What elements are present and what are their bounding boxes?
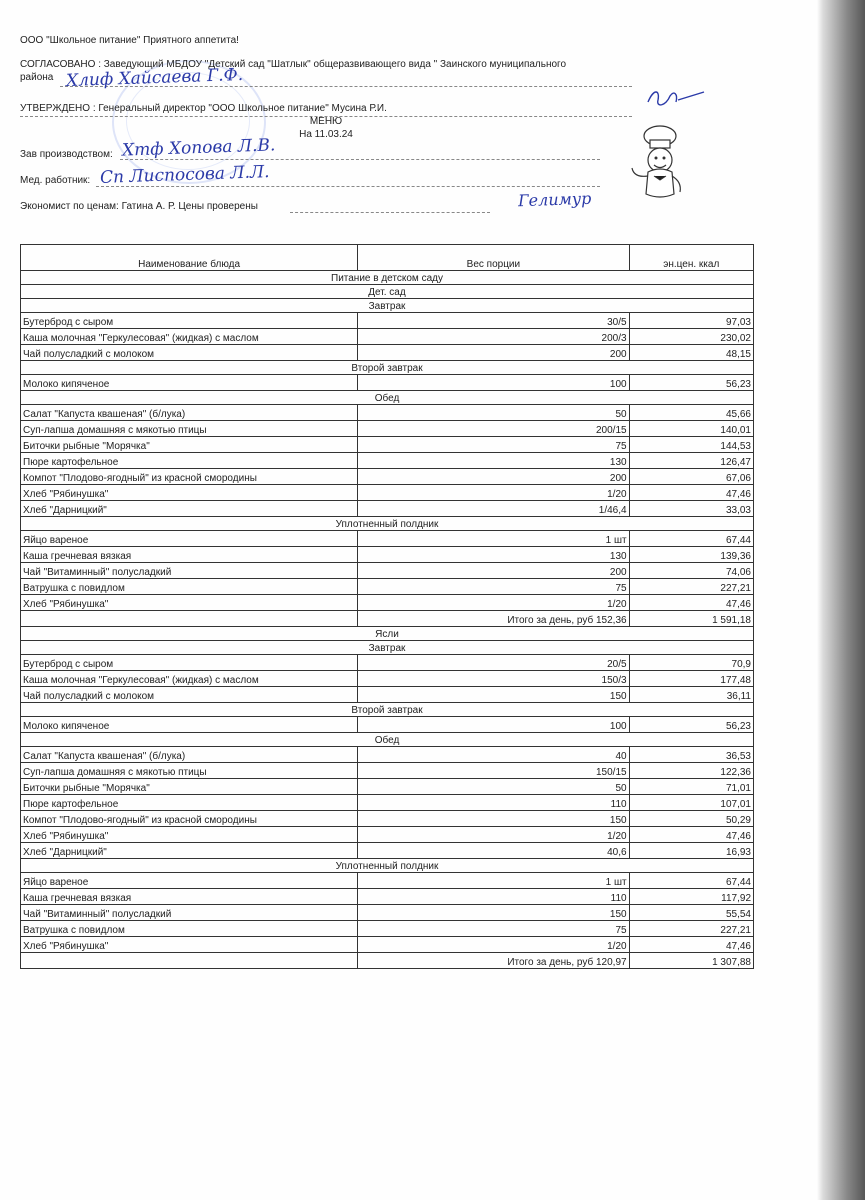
table-row bbox=[21, 687, 754, 703]
dish-kcal: 122,36 bbox=[629, 763, 753, 779]
table-row bbox=[21, 421, 754, 437]
meal-label: Второй завтрак bbox=[21, 361, 754, 375]
group-label: Ясли bbox=[21, 627, 754, 641]
dish-weight: 200 bbox=[358, 469, 629, 485]
dish-kcal: 140,01 bbox=[629, 421, 753, 437]
director-signature bbox=[644, 86, 714, 112]
section-row bbox=[21, 299, 754, 313]
dish-kcal: 56,23 bbox=[629, 717, 753, 733]
dish-kcal: 56,23 bbox=[629, 375, 753, 391]
economist-signature: Гелимур bbox=[517, 188, 592, 211]
dish-weight: 1/46,4 bbox=[358, 501, 629, 517]
dish-weight: 50 bbox=[358, 405, 629, 421]
dish-name: Хлеб "Рябинушка" bbox=[21, 485, 358, 501]
table-row bbox=[21, 547, 754, 563]
total-kcal: 1 307,88 bbox=[629, 953, 753, 969]
dish-name: Каша гречневая вязкая bbox=[21, 547, 358, 563]
total-row bbox=[21, 953, 754, 969]
dish-weight: 150/3 bbox=[358, 671, 629, 687]
total-row bbox=[21, 611, 754, 627]
dish-name: Чай полусладкий с молоком bbox=[21, 345, 358, 361]
dish-weight: 50 bbox=[358, 779, 629, 795]
dish-weight: 130 bbox=[358, 547, 629, 563]
group-label: Дет. сад bbox=[21, 285, 754, 299]
dish-name: Хлеб "Дарницкий" bbox=[21, 843, 358, 859]
approved-line: УТВЕРЖДЕНО : Генеральный директор "ООО Школьное питание" Мусина Р.И. bbox=[20, 103, 387, 114]
meal-label: Уплотненный полдник bbox=[21, 517, 754, 531]
table-row bbox=[21, 795, 754, 811]
dish-kcal: 47,46 bbox=[629, 595, 753, 611]
dish-kcal: 67,44 bbox=[629, 531, 753, 547]
dish-name: Чай "Витаминный" полусладкий bbox=[21, 905, 358, 921]
dish-name: Чай полусладкий с молоком bbox=[21, 687, 358, 703]
table-row bbox=[21, 717, 754, 733]
section-row bbox=[21, 271, 754, 285]
company-line: ООО "Школьное питание" Приятного аппетита! bbox=[20, 35, 239, 46]
dish-kcal: 230,02 bbox=[629, 329, 753, 345]
dish-name: Ватрушка с повидлом bbox=[21, 921, 358, 937]
total-label: Итого за день, руб 152,36 bbox=[358, 611, 629, 627]
meal-label: Второй завтрак bbox=[21, 703, 754, 717]
table-row bbox=[21, 579, 754, 595]
table-row bbox=[21, 313, 754, 329]
dish-kcal: 97,03 bbox=[629, 313, 753, 329]
dish-name: Хлеб "Рябинушка" bbox=[21, 595, 358, 611]
table-row bbox=[21, 779, 754, 795]
dish-name: Биточки рыбные "Морячка" bbox=[21, 779, 358, 795]
meal-label: Завтрак bbox=[21, 641, 754, 655]
total-empty bbox=[21, 611, 358, 627]
dish-kcal: 74,06 bbox=[629, 563, 753, 579]
dish-weight: 110 bbox=[358, 795, 629, 811]
table-row bbox=[21, 501, 754, 517]
dish-kcal: 107,01 bbox=[629, 795, 753, 811]
header-kcal: эн.цен. ккал bbox=[629, 245, 753, 271]
dish-name: Пюре картофельное bbox=[21, 795, 358, 811]
dish-weight: 20/5 bbox=[358, 655, 629, 671]
dish-name: Каша гречневая вязкая bbox=[21, 889, 358, 905]
dish-weight: 200 bbox=[358, 345, 629, 361]
scan-shadow-edge bbox=[817, 0, 865, 1200]
dish-kcal: 139,36 bbox=[629, 547, 753, 563]
dish-kcal: 45,66 bbox=[629, 405, 753, 421]
header-weight: Вес порции bbox=[358, 245, 629, 271]
table-row bbox=[21, 453, 754, 469]
dish-kcal: 144,53 bbox=[629, 437, 753, 453]
menu-table-body bbox=[21, 245, 754, 969]
menu-title: МЕНЮ bbox=[309, 116, 343, 127]
section-row bbox=[21, 391, 754, 405]
dish-weight: 150 bbox=[358, 811, 629, 827]
dish-weight: 75 bbox=[358, 579, 629, 595]
table-row bbox=[21, 937, 754, 953]
dish-kcal: 36,53 bbox=[629, 747, 753, 763]
dish-kcal: 47,46 bbox=[629, 937, 753, 953]
dish-weight: 110 bbox=[358, 889, 629, 905]
dish-weight: 100 bbox=[358, 375, 629, 391]
dish-weight: 75 bbox=[358, 921, 629, 937]
dish-name: Хлеб "Рябинушка" bbox=[21, 827, 358, 843]
table-row bbox=[21, 375, 754, 391]
dish-weight: 150 bbox=[358, 687, 629, 703]
dish-weight: 40 bbox=[358, 747, 629, 763]
production-head-label: Зав производством: bbox=[20, 149, 113, 160]
agreed-line-cont: района bbox=[20, 72, 54, 83]
table-row bbox=[21, 531, 754, 547]
dish-kcal: 47,46 bbox=[629, 485, 753, 501]
table-row bbox=[21, 843, 754, 859]
dish-weight: 150 bbox=[358, 905, 629, 921]
dish-kcal: 36,11 bbox=[629, 687, 753, 703]
dish-kcal: 227,21 bbox=[629, 921, 753, 937]
table-row bbox=[21, 747, 754, 763]
section-row bbox=[21, 733, 754, 747]
section-row bbox=[21, 627, 754, 641]
dish-weight: 100 bbox=[358, 717, 629, 733]
medic-underline bbox=[96, 186, 600, 187]
total-empty bbox=[21, 953, 358, 969]
table-row bbox=[21, 329, 754, 345]
header-row bbox=[21, 245, 754, 271]
dish-kcal: 117,92 bbox=[629, 889, 753, 905]
dish-name: Чай "Витаминный" полусладкий bbox=[21, 563, 358, 579]
dish-weight: 1/20 bbox=[358, 595, 629, 611]
table-row bbox=[21, 873, 754, 889]
dish-weight: 1/20 bbox=[358, 485, 629, 501]
agreed-line: СОГЛАСОВАНО : Заведующий МБДОУ "Детский сад "Шатлык" общеразвивающего вида " Заинского муниципального bbox=[20, 59, 567, 70]
dish-kcal: 71,01 bbox=[629, 779, 753, 795]
total-label: Итого за день, руб 120,97 bbox=[358, 953, 629, 969]
table-row bbox=[21, 671, 754, 687]
table-row bbox=[21, 437, 754, 453]
dish-weight: 150/15 bbox=[358, 763, 629, 779]
dish-kcal: 48,15 bbox=[629, 345, 753, 361]
dish-name: Пюре картофельное bbox=[21, 453, 358, 469]
dish-kcal: 33,03 bbox=[629, 501, 753, 517]
economist-line: Экономист по ценам: Гатина А. Р. Цены проверены bbox=[20, 201, 258, 212]
dish-weight: 1 шт bbox=[358, 531, 629, 547]
dish-name: Биточки рыбные "Морячка" bbox=[21, 437, 358, 453]
section-row bbox=[21, 517, 754, 531]
table-row bbox=[21, 905, 754, 921]
dish-weight: 30/5 bbox=[358, 313, 629, 329]
dish-weight: 130 bbox=[358, 453, 629, 469]
production-underline bbox=[120, 159, 600, 160]
dish-name: Салат "Капуста квашеная" (б/лука) bbox=[21, 747, 358, 763]
table-row bbox=[21, 811, 754, 827]
meal-label: Обед bbox=[21, 733, 754, 747]
dish-kcal: 50,29 bbox=[629, 811, 753, 827]
dish-name: Салат "Капуста квашеная" (б/лука) bbox=[21, 405, 358, 421]
economist-underline bbox=[290, 212, 490, 213]
medic-signature: Сп Лиспосова Л.Л. bbox=[99, 162, 270, 188]
dish-name: Бутерброд с сыром bbox=[21, 655, 358, 671]
dish-name: Хлеб "Дарницкий" bbox=[21, 501, 358, 517]
dish-weight: 75 bbox=[358, 437, 629, 453]
menu-date: На 11.03.24 bbox=[299, 129, 353, 140]
table-row bbox=[21, 345, 754, 361]
dish-weight: 200 bbox=[358, 563, 629, 579]
dish-kcal: 126,47 bbox=[629, 453, 753, 469]
table-row bbox=[21, 485, 754, 501]
dish-name: Каша молочная "Геркулесовая" (жидкая) с маслом bbox=[21, 329, 358, 345]
dish-kcal: 67,06 bbox=[629, 469, 753, 485]
dish-kcal: 67,44 bbox=[629, 873, 753, 889]
dish-weight: 1/20 bbox=[358, 937, 629, 953]
dish-kcal: 55,54 bbox=[629, 905, 753, 921]
meal-label: Завтрак bbox=[21, 299, 754, 313]
section-row bbox=[21, 285, 754, 299]
dish-kcal: 227,21 bbox=[629, 579, 753, 595]
dish-name: Молоко кипяченое bbox=[21, 717, 358, 733]
section-row bbox=[21, 641, 754, 655]
section-row bbox=[21, 361, 754, 375]
dish-name: Компот "Плодово-ягодный" из красной смородины bbox=[21, 469, 358, 485]
table-row bbox=[21, 655, 754, 671]
dish-weight: 40,6 bbox=[358, 843, 629, 859]
dish-name: Суп-лапша домашняя с мякотью птицы bbox=[21, 763, 358, 779]
dish-name: Бутерброд с сыром bbox=[21, 313, 358, 329]
table-row bbox=[21, 595, 754, 611]
dish-name: Суп-лапша домашняя с мякотью птицы bbox=[21, 421, 358, 437]
dish-name: Молоко кипяченое bbox=[21, 375, 358, 391]
dish-weight: 1/20 bbox=[358, 827, 629, 843]
dish-name: Яйцо вареное bbox=[21, 873, 358, 889]
dish-weight: 200/3 bbox=[358, 329, 629, 345]
dish-name: Хлеб "Рябинушка" bbox=[21, 937, 358, 953]
header-dish-name: Наименование блюда bbox=[21, 245, 358, 271]
dish-name: Ватрушка с повидлом bbox=[21, 579, 358, 595]
table-row bbox=[21, 921, 754, 937]
dish-kcal: 16,93 bbox=[629, 843, 753, 859]
agreed-signature: Хлиф Хайсаева Г.Ф. bbox=[65, 64, 244, 92]
table-row bbox=[21, 889, 754, 905]
chef-mascot-icon bbox=[624, 122, 690, 202]
table-row bbox=[21, 763, 754, 779]
dish-name: Яйцо вареное bbox=[21, 531, 358, 547]
menu-table bbox=[20, 244, 754, 969]
dish-kcal: 70,9 bbox=[629, 655, 753, 671]
meal-label: Обед bbox=[21, 391, 754, 405]
table-row bbox=[21, 563, 754, 579]
table-row bbox=[21, 827, 754, 843]
dish-weight: 200/15 bbox=[358, 421, 629, 437]
dish-name: Каша молочная "Геркулесовая" (жидкая) с маслом bbox=[21, 671, 358, 687]
table-row bbox=[21, 469, 754, 485]
table-title: Питание в детском саду bbox=[21, 271, 754, 285]
medic-label: Мед. работник: bbox=[20, 175, 91, 186]
production-signature: Хтф Хопова Л.В. bbox=[121, 135, 276, 161]
section-row bbox=[21, 703, 754, 717]
dish-kcal: 47,46 bbox=[629, 827, 753, 843]
meal-label: Уплотненный полдник bbox=[21, 859, 754, 873]
total-kcal: 1 591,18 bbox=[629, 611, 753, 627]
dish-name: Компот "Плодово-ягодный" из красной смородины bbox=[21, 811, 358, 827]
dish-kcal: 177,48 bbox=[629, 671, 753, 687]
section-row bbox=[21, 859, 754, 873]
dish-weight: 1 шт bbox=[358, 873, 629, 889]
table-row bbox=[21, 405, 754, 421]
